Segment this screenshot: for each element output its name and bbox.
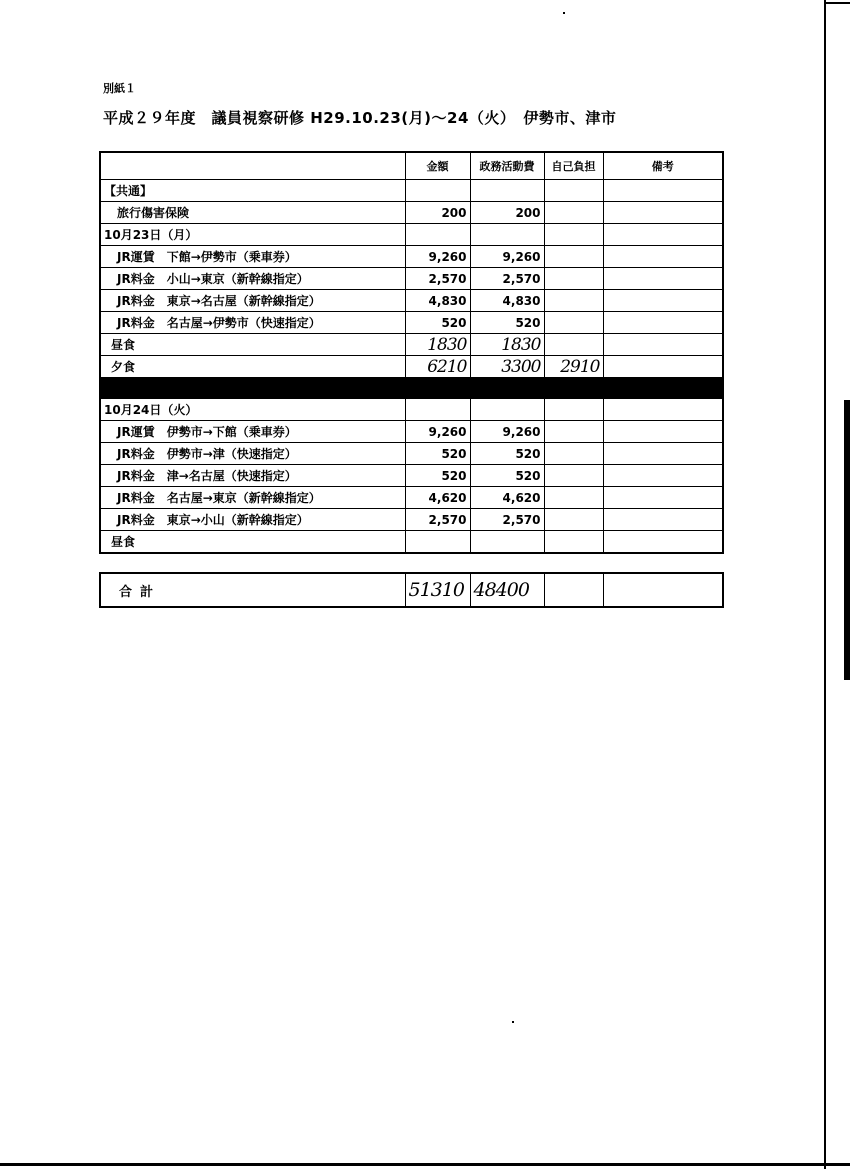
cell-seimu [470, 399, 544, 421]
handwritten-amount: 6210 [427, 356, 467, 377]
table-row [100, 399, 723, 421]
header-cell: 備考 [603, 152, 723, 180]
scan-edge-right [824, 0, 826, 1169]
cell-note [603, 312, 723, 334]
handwritten-self: 2910 [560, 356, 600, 377]
table-row [100, 421, 723, 443]
cell-item: JR運賃 下館→伊勢市（乗車券） [100, 246, 405, 268]
cell-item [100, 378, 405, 399]
cell-seimu: 4,620 [470, 487, 544, 509]
header-cell: 自己負担 [544, 152, 603, 180]
cell-self [544, 268, 603, 290]
table-row [100, 290, 723, 312]
table-row [100, 531, 723, 554]
cell-self [544, 334, 603, 356]
table-row [100, 465, 723, 487]
table-row [100, 334, 723, 356]
cell-self [544, 421, 603, 443]
table-row [100, 312, 723, 334]
cell-item: 10月24日（火） [100, 399, 405, 421]
cell-seimu [470, 334, 544, 356]
cell-amount: 9,260 [405, 246, 470, 268]
cell-self [544, 356, 603, 378]
cell-self [544, 180, 603, 202]
cell-amount [405, 399, 470, 421]
cell-amount: 520 [405, 465, 470, 487]
cell-item: 【共通】 [100, 180, 405, 202]
cell-amount: 200 [405, 202, 470, 224]
cell-seimu [470, 224, 544, 246]
cell-seimu [470, 378, 544, 399]
total-note [603, 573, 723, 607]
handwritten-amount: 1830 [427, 334, 467, 355]
cell-self [544, 312, 603, 334]
cell-item: JR料金 小山→東京（新幹線指定） [100, 268, 405, 290]
header-row [100, 152, 723, 180]
scan-edge-bottom [0, 1163, 850, 1166]
total-label: 合計 [100, 573, 405, 607]
cell-seimu: 9,260 [470, 421, 544, 443]
cell-self [544, 465, 603, 487]
cell-amount: 2,570 [405, 509, 470, 531]
table-row [100, 509, 723, 531]
cell-amount: 520 [405, 443, 470, 465]
cell-item: 昼食 [100, 334, 405, 356]
cell-seimu: 520 [470, 443, 544, 465]
cell-self [544, 246, 603, 268]
cell-note [603, 378, 723, 399]
cell-note [603, 334, 723, 356]
table-row [100, 202, 723, 224]
cell-seimu: 2,570 [470, 268, 544, 290]
cell-amount: 4,620 [405, 487, 470, 509]
table-row [100, 180, 723, 202]
cell-seimu: 2,570 [470, 509, 544, 531]
cell-note [603, 443, 723, 465]
cell-item: JR料金 名古屋→東京（新幹線指定） [100, 487, 405, 509]
cell-amount [405, 180, 470, 202]
cell-seimu: 4,830 [470, 290, 544, 312]
scan-edge-top [824, 2, 850, 4]
cell-note [603, 268, 723, 290]
cell-seimu: 520 [470, 312, 544, 334]
cell-note [603, 487, 723, 509]
cell-item: 旅行傷害保険 [100, 202, 405, 224]
total-table [99, 572, 724, 608]
redacted-row [100, 378, 723, 399]
cell-self [544, 224, 603, 246]
cell-item: JR料金 伊勢市→津（快速指定） [100, 443, 405, 465]
cell-seimu: 200 [470, 202, 544, 224]
cell-item: 夕食 [100, 356, 405, 378]
cell-self [544, 509, 603, 531]
cell-item: JR料金 東京→小山（新幹線指定） [100, 509, 405, 531]
cell-amount: 2,570 [405, 268, 470, 290]
table-row [100, 268, 723, 290]
total-self [544, 573, 603, 607]
cell-seimu [470, 180, 544, 202]
total-seimu: 48400 [473, 579, 529, 601]
cell-note [603, 399, 723, 421]
cell-note [603, 290, 723, 312]
cell-self [544, 399, 603, 421]
cell-item: 昼食 [100, 531, 405, 554]
cell-item: JR料金 東京→名古屋（新幹線指定） [100, 290, 405, 312]
cell-note [603, 356, 723, 378]
cell-self [544, 443, 603, 465]
document-title: 平成２９年度 議員視察研修 H29.10.23(月)～24（火） 伊勢市、津市 [103, 109, 617, 127]
cell-note [603, 421, 723, 443]
cell-self [544, 531, 603, 554]
scan-edge-shadow [844, 400, 850, 680]
table-row [100, 487, 723, 509]
total-amount: 51310 [408, 579, 464, 601]
cell-note [603, 180, 723, 202]
cell-note [603, 202, 723, 224]
header-cell [100, 152, 405, 180]
header-cell: 金額 [405, 152, 470, 180]
scan-speck [563, 12, 565, 14]
cell-amount [405, 378, 470, 399]
total-row [100, 573, 723, 607]
cell-amount: 520 [405, 312, 470, 334]
table-row [100, 443, 723, 465]
cell-note [603, 246, 723, 268]
table-row [100, 246, 723, 268]
cell-self [544, 290, 603, 312]
cell-seimu: 520 [470, 465, 544, 487]
cell-amount [405, 531, 470, 554]
cell-item: JR料金 名古屋→伊勢市（快速指定） [100, 312, 405, 334]
cell-item: JR運賃 伊勢市→下館（乗車券） [100, 421, 405, 443]
cell-seimu [470, 356, 544, 378]
cell-item: JR料金 津→名古屋（快速指定） [100, 465, 405, 487]
cell-self [544, 487, 603, 509]
cell-amount: 9,260 [405, 421, 470, 443]
cell-amount [405, 334, 470, 356]
handwritten-seimu: 3300 [501, 356, 541, 377]
cell-note [603, 465, 723, 487]
cell-note [603, 531, 723, 554]
cell-note [603, 509, 723, 531]
handwritten-seimu: 1830 [501, 334, 541, 355]
cell-amount [405, 224, 470, 246]
scan-speck [512, 1021, 514, 1023]
attachment-label: 別紙１ [103, 82, 136, 95]
table-row [100, 224, 723, 246]
table-row [100, 356, 723, 378]
header-cell: 政務活動費 [470, 152, 544, 180]
cell-self [544, 378, 603, 399]
cell-seimu: 9,260 [470, 246, 544, 268]
cell-item: 10月23日（月） [100, 224, 405, 246]
cell-seimu [470, 531, 544, 554]
cell-note [603, 224, 723, 246]
cell-amount: 4,830 [405, 290, 470, 312]
cell-self [544, 202, 603, 224]
cell-amount [405, 356, 470, 378]
expense-table [99, 151, 724, 554]
